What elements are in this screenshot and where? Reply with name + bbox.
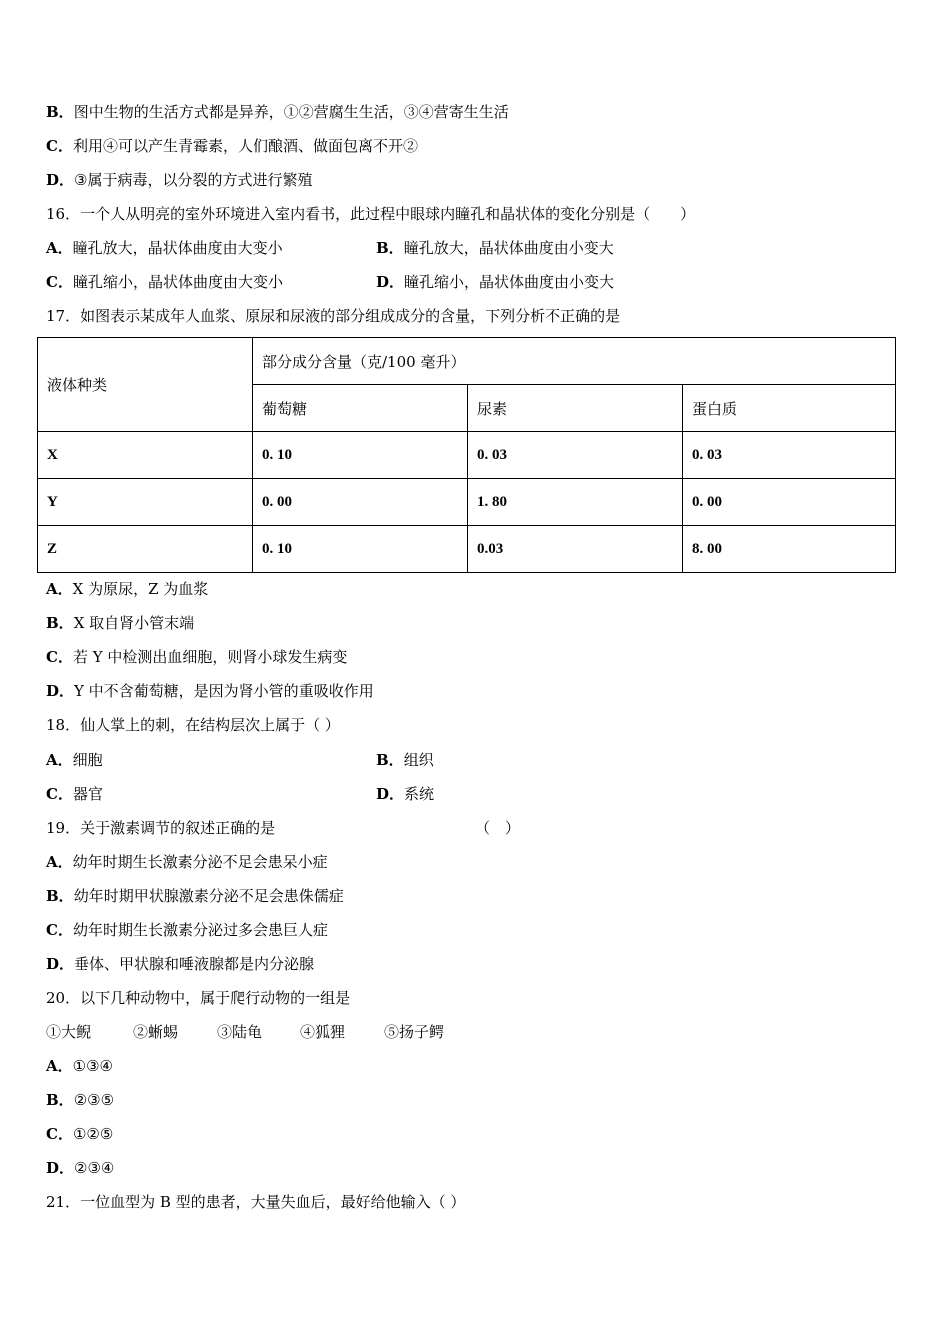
option-letter: D． — [46, 1159, 75, 1177]
q19-option-d — [46, 954, 314, 974]
q15-option-b — [46, 102, 509, 122]
q20-animal: ④狐狸 — [300, 1023, 346, 1041]
q16-stem: 16．一个人从明亮的室外环境进入室内看书，此过程中眼球内瞳孔和晶状体的变化分别是（ ） — [46, 205, 696, 223]
table-cell: 1. 80 — [468, 479, 683, 526]
option-text: 瞳孔放大，晶状体曲度由小变大 — [403, 239, 614, 257]
q17-stem: 17．如图表示某成年人血浆、原尿和尿液的部分组成成分的含量，下列分析不正确的是 — [46, 307, 621, 325]
q16-option-d — [376, 272, 614, 292]
option-letter: C． — [46, 273, 73, 291]
q17-option-d — [46, 681, 374, 701]
q16-option-b — [376, 238, 614, 258]
option-text: ②③④ — [74, 1159, 115, 1177]
q17-data-table — [37, 337, 896, 573]
q20-animal: ⑤扬子鳄 — [384, 1023, 445, 1041]
table-cell: 0. 03 — [468, 432, 683, 479]
q17-option-a — [46, 579, 208, 599]
q19-option-a — [46, 852, 328, 872]
table-row — [38, 432, 896, 479]
option-text: 幼年时期甲状腺激素分泌不足会患侏儒症 — [73, 887, 344, 905]
q20-stem: 20．以下几种动物中，属于爬行动物的一组是 — [46, 989, 351, 1007]
option-text: 器官 — [72, 785, 103, 803]
q20-animal: ②蜥蜴 — [133, 1023, 179, 1041]
option-text: ①③④ — [72, 1057, 113, 1075]
option-text: 系统 — [404, 785, 435, 803]
table-component-header: 葡萄糖 — [253, 385, 468, 432]
q20-option-d — [46, 1158, 114, 1178]
option-letter: A． — [46, 751, 73, 769]
q19-option-b — [46, 886, 344, 906]
option-text: ②③⑤ — [73, 1091, 115, 1109]
q17-option-b — [46, 613, 194, 633]
option-text: ③属于病毒，以分裂的方式进行繁殖 — [74, 171, 313, 189]
option-text: Y 中不含葡萄糖，是因为肾小管的重吸收作用 — [74, 682, 374, 700]
option-text: 细胞 — [72, 751, 103, 769]
table-row — [38, 526, 896, 573]
q18-option-c — [46, 784, 103, 804]
table-component-header: 尿素 — [468, 385, 683, 432]
option-letter: D． — [376, 785, 405, 803]
option-text: X 为原尿，Z 为血浆 — [72, 580, 209, 598]
option-text: 瞳孔放大，晶状体曲度由大变小 — [72, 239, 283, 257]
table-row-label: X — [38, 432, 253, 479]
table-cell: 0. 00 — [253, 479, 468, 526]
q19-option-c — [46, 920, 328, 940]
option-letter: A． — [46, 853, 73, 871]
table-row-label: Y — [38, 479, 253, 526]
table-cell: 8. 00 — [683, 526, 896, 573]
q20-option-b — [46, 1090, 114, 1110]
q15-option-c — [46, 136, 418, 156]
q18-option-a — [46, 750, 103, 770]
option-letter: B． — [376, 239, 404, 257]
option-letter: B． — [46, 887, 74, 905]
table-cell: 0. 03 — [683, 432, 896, 479]
option-text: 图中生物的生活方式都是异养，①②营腐生生活，③④营寄生生活 — [73, 103, 509, 121]
option-text: 瞳孔缩小，晶状体曲度由大变小 — [72, 273, 283, 291]
option-letter: B． — [46, 614, 74, 632]
option-letter: C． — [46, 1125, 73, 1143]
q20-animal: ③陆龟 — [217, 1023, 263, 1041]
table-cell: 0. 10 — [253, 526, 468, 573]
q18-option-d — [376, 784, 434, 804]
option-letter: D． — [376, 273, 405, 291]
option-letter: A． — [46, 239, 73, 257]
table-cell: 0. 10 — [253, 432, 468, 479]
option-text: 幼年时期生长激素分泌不足会患呆小症 — [72, 853, 328, 871]
option-text: ①②⑤ — [72, 1125, 114, 1143]
table-component-header: 蛋白质 — [683, 385, 896, 432]
option-text: 垂体、甲状腺和唾液腺都是内分泌腺 — [74, 955, 315, 973]
option-text: 利用④可以产生青霉素，人们酿酒、做面包离不开② — [72, 137, 418, 155]
option-text: X 取自肾小管末端 — [73, 614, 195, 632]
q20-animal: ①大鲵 — [46, 1023, 92, 1041]
option-letter: B． — [46, 1091, 74, 1109]
option-letter: A． — [46, 1057, 73, 1075]
option-letter: C． — [46, 921, 73, 939]
option-letter: C． — [46, 137, 73, 155]
table-cell: 0.03 — [468, 526, 683, 573]
table-cell: 0. 00 — [683, 479, 896, 526]
table-row — [38, 479, 896, 526]
q15-option-d — [46, 170, 312, 190]
q20-option-a — [46, 1056, 113, 1076]
option-letter: C． — [46, 648, 73, 666]
table-group-header: 部分成分含量（克/100 毫升） — [253, 338, 896, 385]
option-letter: A． — [46, 580, 73, 598]
option-text: 若 Y 中检测出血细胞，则肾小球发生病变 — [72, 648, 348, 666]
q19-stem: 19．关于激素调节的叙述正确的是 — [46, 819, 276, 837]
option-text: 组织 — [403, 751, 434, 769]
option-text: 瞳孔缩小，晶状体曲度由小变大 — [404, 273, 615, 291]
table-col-header: 液体种类 — [38, 338, 253, 432]
q18-stem: 18．仙人掌上的刺，在结构层次上属于（ ） — [46, 716, 340, 734]
option-letter: D． — [46, 171, 75, 189]
q17-option-c — [46, 647, 347, 667]
q19-answer-bracket: （ ） — [475, 819, 521, 837]
option-letter: B． — [46, 103, 74, 121]
option-letter: D． — [46, 682, 75, 700]
q18-option-b — [376, 750, 434, 770]
option-letter: D． — [46, 955, 75, 973]
option-letter: C． — [46, 785, 73, 803]
q20-option-c — [46, 1124, 113, 1144]
option-text: 幼年时期生长激素分泌过多会患巨人症 — [72, 921, 328, 939]
q16-option-c — [46, 272, 283, 292]
q21-stem: 21．一位血型为 B 型的患者，大量失血后，最好给他输入（ ） — [46, 1193, 466, 1211]
q16-option-a — [46, 238, 283, 258]
option-letter: B． — [376, 751, 404, 769]
table-row-label: Z — [38, 526, 253, 573]
